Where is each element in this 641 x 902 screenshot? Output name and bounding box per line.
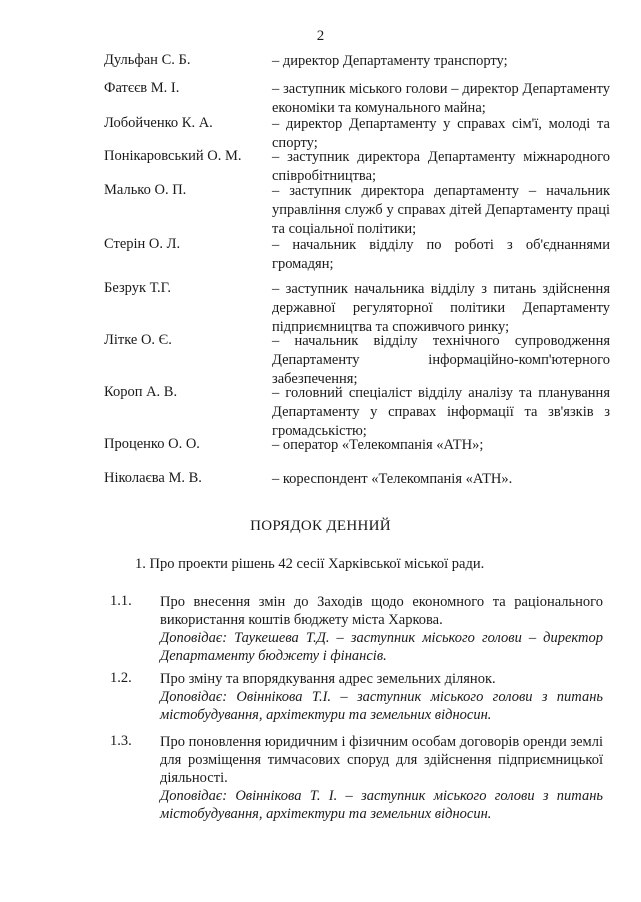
attendee-role: – директор Департаменту у справах сім'ї, молоді та спорту; — [272, 116, 610, 151]
attendee-name: Лобойченко К. А. — [104, 115, 213, 131]
attendee-role: – головний спеціаліст відділу аналізу та планування Департаменту у справах інформації та зв'язків з громадськістю; — [272, 385, 610, 439]
agenda-item-title: Про поновлення юридичним і фізичним особам договорів оренди землі для розміщення тимчасових споруд для здійснення підприємницької діяльності. — [160, 734, 603, 786]
attendee-role: – кореспондент «Телекомпанія «АТН». — [272, 471, 513, 487]
attendee-role: – оператор «Телекомпанія «АТН»; — [272, 437, 484, 453]
attendee-role: – заступник директора Департаменту міжнародного співробітництва; — [272, 149, 610, 184]
attendee-name: Літке О. Є. — [104, 332, 172, 348]
agenda-item-text — [160, 733, 603, 823]
agenda-item-reporter: Доповідає: Овіннікова Т. І. – заступник міського голови з питань містобудування, архітектури та земельних відносин. — [160, 788, 603, 822]
agenda-item-reporter: Доповідає: Таукешева Т.Д. – заступник міського голови – директор Департаменту бюджету і фінансів. — [160, 630, 603, 664]
attendee-name: Фатєєв М. І. — [104, 80, 180, 96]
attendee-name: Стерін О. Л. — [104, 236, 181, 252]
attendee-role: – заступник директора департаменту – начальник управління служб у справах дітей Департаменту праці та соціальної політики; — [272, 183, 610, 237]
agenda-item-reporter: Доповідає: Овіннікова Т.І. – заступник міського голови з питань містобудування, архітектури та земельних відносин. — [160, 689, 603, 723]
agenda-item-title: Про внесення змін до Заходів щодо економного та раціонального використання коштів бюджету міста Харкова. — [160, 594, 603, 628]
page-number: 2 — [316, 28, 325, 44]
agenda-item-number: 1.2. — [110, 670, 132, 686]
agenda-item-text — [160, 593, 603, 665]
attendee-name: Проценко О. О. — [104, 436, 200, 452]
attendee-name: Понікаровський О. М. — [104, 148, 242, 164]
agenda-item-number: 1.3. — [110, 733, 132, 749]
attendee-name: Малько О. П. — [104, 182, 187, 198]
agenda-main-item: 1. Про проекти рішень 42 сесії Харківської міської ради. — [135, 556, 485, 572]
attendee-role: – заступник міського голови – директор Департаменту економіки та комунального майна; — [272, 81, 610, 116]
attendee-role: – начальник відділу технічного супроводження Департаменту інформаційно-комп'ютерного забезпечення; — [272, 333, 610, 387]
attendee-name: Безрук Т.Г. — [104, 280, 172, 296]
agenda-item-text — [160, 670, 603, 724]
attendee-role: – заступник начальника відділу з питань здійснення державної регуляторної політики Департаменту підприємництва та споживчого ринку; — [272, 281, 610, 335]
attendee-role: – начальник відділу по роботі з об'єднаннями громадян; — [272, 237, 610, 272]
attendee-role: – директор Департаменту транспорту; — [272, 53, 508, 69]
attendee-name: Короп А. В. — [104, 384, 178, 400]
attendee-name: Ніколаєва М. В. — [104, 470, 202, 486]
agenda-item-number: 1.1. — [110, 593, 132, 609]
agenda-title: ПОРЯДОК ДЕННИЙ — [250, 518, 391, 534]
attendee-name: Дульфан С. Б. — [104, 52, 191, 68]
agenda-item-title: Про зміну та впорядкування адрес земельних ділянок. — [160, 671, 496, 687]
